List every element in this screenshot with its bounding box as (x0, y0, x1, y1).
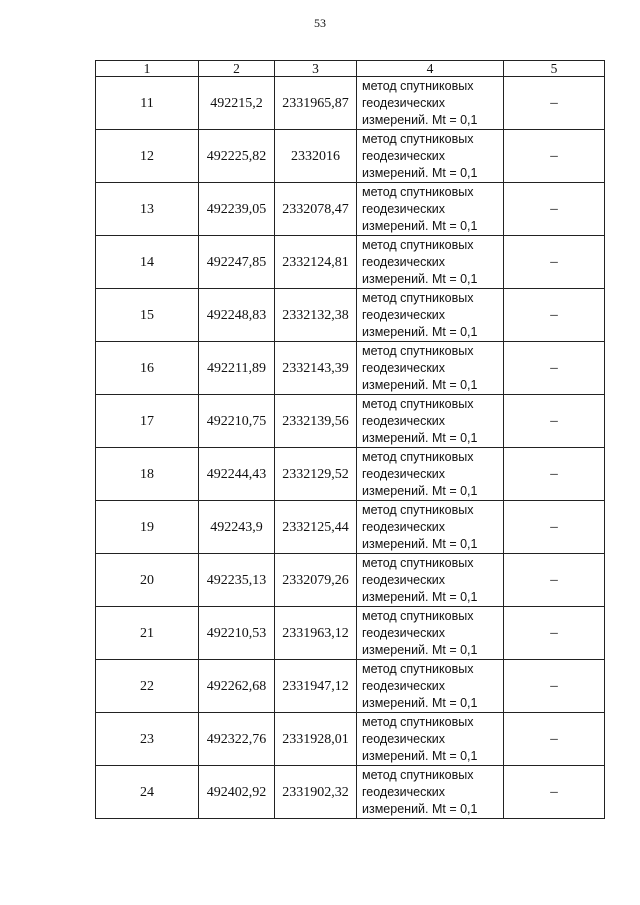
x-coordinate-cell: 492210,53 (199, 607, 275, 660)
point-number-cell: 15 (96, 289, 199, 342)
y-coordinate-cell: 2331963,12 (275, 607, 357, 660)
table-row (96, 77, 605, 130)
point-number-cell: 11 (96, 77, 199, 130)
page-number: 53 (314, 16, 326, 30)
y-coordinate-cell: 2332079,26 (275, 554, 357, 607)
y-coordinate-cell: 2331902,32 (275, 766, 357, 819)
column-header-2: 2 (199, 61, 275, 77)
y-coordinate-cell: 2331947,12 (275, 660, 357, 713)
y-coordinate-cell: 2331965,87 (275, 77, 357, 130)
x-coordinate-cell: 492247,85 (199, 236, 275, 289)
table-row (96, 501, 605, 554)
y-coordinate-cell: 2332124,81 (275, 236, 357, 289)
table-row (96, 713, 605, 766)
y-coordinate-cell: 2332125,44 (275, 501, 357, 554)
note-cell: – (504, 766, 605, 819)
table-row (96, 395, 605, 448)
x-coordinate-cell: 492215,2 (199, 77, 275, 130)
table-row (96, 183, 605, 236)
point-number-cell: 17 (96, 395, 199, 448)
x-coordinate-cell: 492225,82 (199, 130, 275, 183)
note-cell: – (504, 77, 605, 130)
point-number-cell: 14 (96, 236, 199, 289)
table-row (96, 448, 605, 501)
method-cell: метод спутниковых геодезических измерений. Mt = 0,1 (357, 448, 504, 501)
point-number-cell: 12 (96, 130, 199, 183)
method-cell: метод спутниковых геодезических измерений. Mt = 0,1 (357, 607, 504, 660)
column-header-3: 3 (275, 61, 357, 77)
x-coordinate-cell: 492402,92 (199, 766, 275, 819)
table-row (96, 607, 605, 660)
method-cell: метод спутниковых геодезических измерений. Mt = 0,1 (357, 130, 504, 183)
x-coordinate-cell: 492235,13 (199, 554, 275, 607)
note-cell: – (504, 607, 605, 660)
table-row (96, 554, 605, 607)
note-cell: – (504, 554, 605, 607)
point-number-cell: 19 (96, 501, 199, 554)
coordinates-table (95, 60, 605, 819)
table-row (96, 236, 605, 289)
table-row (96, 130, 605, 183)
note-cell: – (504, 183, 605, 236)
method-cell: метод спутниковых геодезических измерений. Mt = 0,1 (357, 183, 504, 236)
y-coordinate-cell: 2332143,39 (275, 342, 357, 395)
method-cell: метод спутниковых геодезических измерений. Mt = 0,1 (357, 713, 504, 766)
note-cell: – (504, 713, 605, 766)
table-row (96, 660, 605, 713)
method-cell: метод спутниковых геодезических измерений. Mt = 0,1 (357, 766, 504, 819)
x-coordinate-cell: 492210,75 (199, 395, 275, 448)
table-row (96, 289, 605, 342)
x-coordinate-cell: 492239,05 (199, 183, 275, 236)
point-number-cell: 21 (96, 607, 199, 660)
column-header-1: 1 (96, 61, 199, 77)
point-number-cell: 24 (96, 766, 199, 819)
point-number-cell: 23 (96, 713, 199, 766)
x-coordinate-cell: 492322,76 (199, 713, 275, 766)
method-cell: метод спутниковых геодезических измерений. Mt = 0,1 (357, 554, 504, 607)
table-row (96, 766, 605, 819)
point-number-cell: 13 (96, 183, 199, 236)
column-header-4: 4 (357, 61, 504, 77)
method-cell: метод спутниковых геодезических измерений. Mt = 0,1 (357, 501, 504, 554)
x-coordinate-cell: 492243,9 (199, 501, 275, 554)
x-coordinate-cell: 492262,68 (199, 660, 275, 713)
note-cell: – (504, 395, 605, 448)
point-number-cell: 20 (96, 554, 199, 607)
y-coordinate-cell: 2331928,01 (275, 713, 357, 766)
y-coordinate-cell: 2332132,38 (275, 289, 357, 342)
note-cell: – (504, 342, 605, 395)
method-cell: метод спутниковых геодезических измерений. Mt = 0,1 (357, 77, 504, 130)
note-cell: – (504, 501, 605, 554)
method-cell: метод спутниковых геодезических измерений. Mt = 0,1 (357, 236, 504, 289)
point-number-cell: 22 (96, 660, 199, 713)
y-coordinate-cell: 2332078,47 (275, 183, 357, 236)
x-coordinate-cell: 492248,83 (199, 289, 275, 342)
method-cell: метод спутниковых геодезических измерений. Mt = 0,1 (357, 342, 504, 395)
x-coordinate-cell: 492211,89 (199, 342, 275, 395)
y-coordinate-cell: 2332129,52 (275, 448, 357, 501)
point-number-cell: 16 (96, 342, 199, 395)
point-number-cell: 18 (96, 448, 199, 501)
method-cell: метод спутниковых геодезических измерений. Mt = 0,1 (357, 660, 504, 713)
note-cell: – (504, 660, 605, 713)
y-coordinate-cell: 2332139,56 (275, 395, 357, 448)
column-header-5: 5 (504, 61, 605, 77)
y-coordinate-cell: 2332016 (275, 130, 357, 183)
table-row (96, 342, 605, 395)
note-cell: – (504, 289, 605, 342)
x-coordinate-cell: 492244,43 (199, 448, 275, 501)
note-cell: – (504, 130, 605, 183)
table-header-row (96, 61, 605, 77)
method-cell: метод спутниковых геодезических измерений. Mt = 0,1 (357, 289, 504, 342)
note-cell: – (504, 448, 605, 501)
note-cell: – (504, 236, 605, 289)
table-body (96, 61, 605, 819)
method-cell: метод спутниковых геодезических измерений. Mt = 0,1 (357, 395, 504, 448)
